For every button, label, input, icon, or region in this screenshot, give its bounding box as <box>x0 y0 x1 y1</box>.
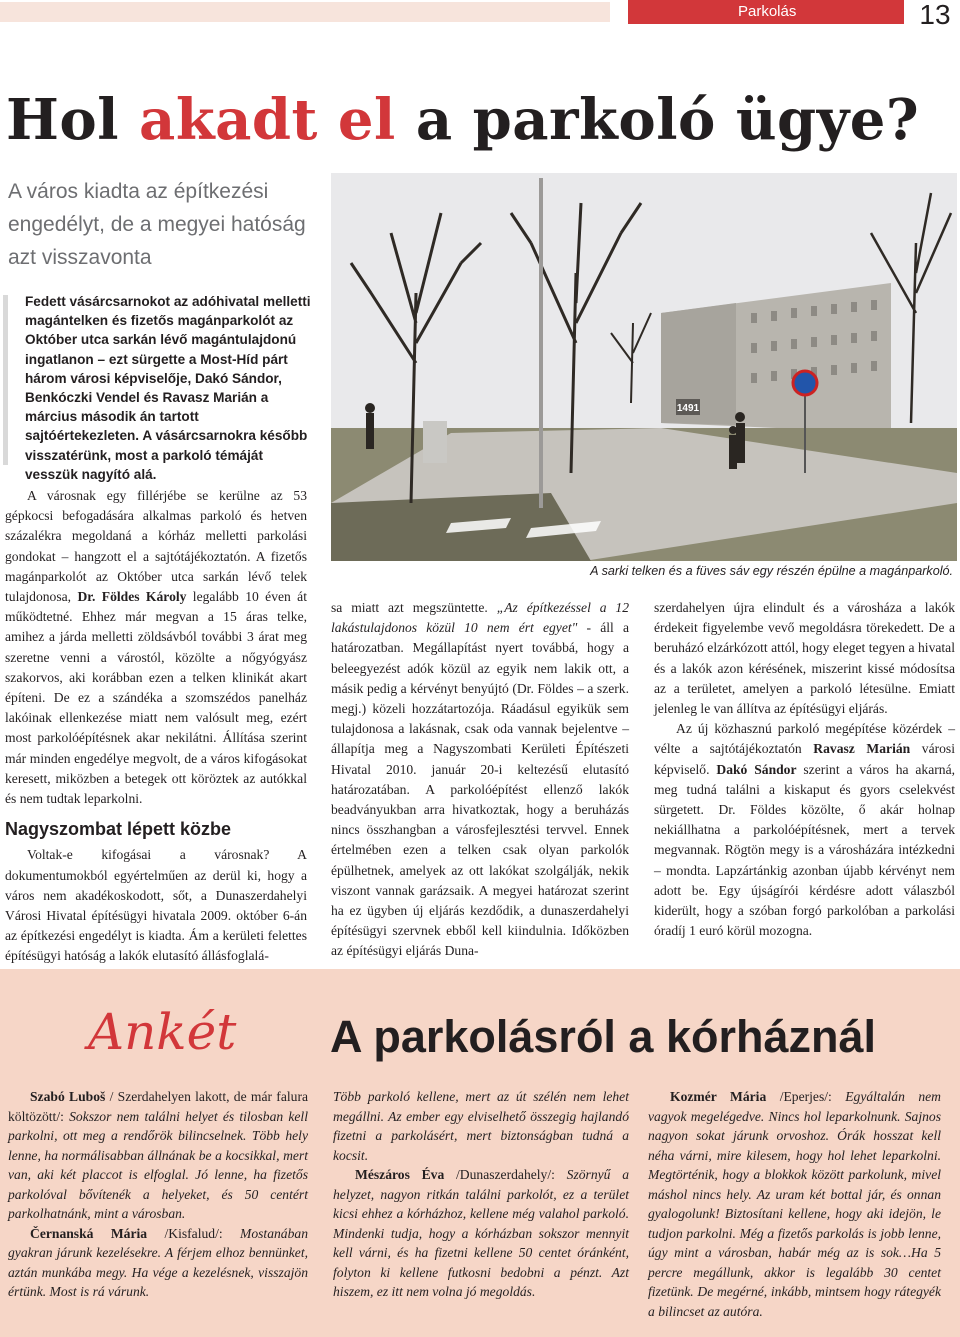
street-photo-illustration <box>331 173 957 561</box>
paragraph: szerdahelyen újra elindult és a városháza a lakók érdekeit figyelembe vevő megoldásra törekedett. De a beruházó elzárkózott attól, hogy eleget tegyen a hivatal és a lakók azon kérésének, miszerint kissé módosítsa az a területet, amelyen a parkoló létesülne. Emiatt jelenleg le van állítva az építésügyi eljárás. <box>654 600 955 717</box>
survey-response <box>8 1087 308 1224</box>
street-photo <box>331 173 957 561</box>
survey-response <box>333 1165 629 1302</box>
respondent-info: /Kisfalud/: <box>147 1225 241 1241</box>
text-run: szerint a város ha akarná, meg tudná találni a kiskaput és gyors cselekvést sürgetett. Dr. Földes közölte, ő akár holnap nekiállhatna a parkolóépítésnek, mert a tervek megvannak. Rögtön megy is a városházára intézkedni – mondta. Lapzártánkig azonban újabb kérvényt nem adott be. Egy újságírói kérdésre adott válaszból kiderült, hogy a szóban forgó parkolóban a parkolási óradíj 1 euró körül mozogna. <box>654 761 956 939</box>
header-band <box>0 2 610 22</box>
article-column-1 <box>5 486 307 967</box>
headline <box>6 84 956 156</box>
photo-caption: A sarki telken és a füves sáv egy részén épülne a magánparkoló. <box>590 564 953 578</box>
text-run: legalább 10 éven át működtetné. Ehhez már megvan a 15 áras telke, amihez a járda melletti zöldsávból további 3 árat meg szeretne venni a várostól, közölte a nőgyógyász szakorvos, aki korábban ezen a telken klinikát akart építeni. De ez a szándéka a szomszédos panelház lakóinak ellenkezése miatt nem valósult meg, ezért most parkolóépítésnek akar nekilátni. Állítása szerint már minden engedélye megvolt, de a város kifogásokat keresett, miközben a betegek ott köröztek az autókkal és nem tudtak leparkolni. <box>5 589 307 807</box>
response-text: Szörnyű a helyzet, nagyon ritkán találni parkolót, ez a terület kicsi ehhez a kórházhoz, kellene még valahol parkoló. Mindenki tudja, hogy a kórházban sokszor mennyit kell várni, és ha fizetni kellene 50 centet óránként, folyton ki kellene futkosni bedobni a pénzt. Azt hiszem, ez itt nem volna jó megoldás. <box>333 1167 629 1299</box>
respondent-name: Mészáros Éva <box>355 1167 445 1182</box>
section-tag: Parkolás <box>628 0 904 24</box>
text-run: városi képviselő. <box>654 741 956 777</box>
text-run: - áll a határozatban. Megállapítást nyert továbbá, hogy a beleegyezést adók közül az egyik nem lakik ott, a másik pedig a kérvényt benyújtó (Dr. Földes – a szerk. megj.) közeli hozzátartozója. Ráadásul egyikük sem tulajdonosa a lakásnak, csak oda vannak bejelentve – állapítja meg a Nagyszombati Kerületi Építészeti Hivatal 2010. január 20-i keltezésű elutasító határozatában. A parkolóépítést ellenző lakók beadványukban arra hivatkoztak, hogy a beruházás nincs összhangban a városfejlesztési tervvel. Ennek értelmében ezen a telken csak olyan parkolók épülhetnek, amelyek az ott lakókat szolgálják, nekik viszont vannak garázsaik. A megyei határozat szerint ha ez ügyben új eljárás kezdődik, a dunaszerdahelyi építésügyi szervnek ebből kell kiindulnia. Időközben az építésügyi eljárás Duna- <box>331 620 630 959</box>
response-text: Sokszor nem találni helyet és tilosban kell parkolni, ott meg a rendőrök bilincselnek. Több hely lenne, ha normálisabban állnának be a kocsikkal, mert van, aki két placcot is elfoglal. Jó lenne, ha fizetős parkolóval bővítenék a helyeket, és 50 centért parkolhatnánk, mint a városban. <box>8 1108 308 1221</box>
headline-part1: Hol <box>6 87 140 153</box>
survey-column-3 <box>648 1087 941 1321</box>
headline-accent: akadt el <box>139 87 396 153</box>
text-run: A városnak egy fillérjébe se kerülne az 53 gépkocsi befogadására alkalmas parkoló és hetven százalékra megoldaná a kórház melletti parkolási gondokat – hangzott el a sajtótájékoztatón. A fizetős magánparkolót az Október utca sarkán lévő telek tulajdonosa, <box>5 488 307 605</box>
response-text: Mostanában gyakran járunk kezelésekre. A férjem elhoz bennünket, aztán munkába megy. Ha vége a kezelésnek, visszajön értünk. Most is rá várunk. <box>8 1225 308 1299</box>
lead-rule <box>3 295 8 465</box>
text-run: sa miatt azt megszüntette. <box>331 600 497 615</box>
survey-response <box>8 1224 308 1302</box>
survey-column-2 <box>333 1087 629 1302</box>
person-name: Dakó Sándor <box>716 761 797 777</box>
response-text: Egyáltalán nem vagyok megelégedve. Nincs hol leparkolnunk. Sajnos nagyon sokat járunk orvoshoz. Órák hosszat kell néha várni, mire kilesem, hogy hol lehet leparkolni. Megtörténik, hogy a blokkok között parkolunk, mivel máshol nincs hely. Az uram két bottal jár, és onnan gyalogolunk! Biztosítani kellene, hogy aki idejön, le tudjon parkolni. Még a fizetős parkolás is jobb lenne, úgy mint a városban, habár még az is sok…Ha 5 percre megállunk, akkor is legalább 30 centet fizetünk. De megérné, inkább, mintsem hogy rátegyék a bilincset az autóra. <box>648 1089 942 1319</box>
respondent-info: /Eperjes/: <box>766 1089 846 1104</box>
person-name: Dr. Földes Károly <box>77 589 187 605</box>
respondent-name: Kozmér Mária <box>670 1089 767 1104</box>
respondent-info: / Szerdahelyen lakott, de már falura költözött/: <box>8 1089 309 1124</box>
respondent-name: Szabó Luboš <box>30 1089 106 1104</box>
subheadline: A város kiadta az építkezési engedélyt, de a megyei hatóság azt visszavonta <box>8 180 306 269</box>
paragraph <box>5 486 307 809</box>
survey-title: A parkolásról a kórháznál <box>330 1011 877 1062</box>
building-sign-number: 1491 <box>676 403 700 414</box>
paragraph <box>331 598 629 962</box>
lead-paragraph: Fedett vásárcsarnokot az adóhivatal melletti magántelken és fizetős magánparkolót az Október utca sarkán lévő magántulajdonú ingatlanon – ezt sürgette a Most-Híd párt három városi képviselője, Dakó Sándor, Benkóczki Vendel és Ravasz Marián a március második án tartott sajtóértekezleten. A vásárcsarnokra később visszatérünk, most a parkoló témáját vesszük nagyító alá. <box>25 294 311 482</box>
headline-part2: a parkoló ügye? <box>395 87 920 153</box>
quote: „Az építkezéssel a 12 lakástulajdonos közül 10 nem ért egyet" <box>331 600 629 636</box>
respondent-info: /Dunaszerdahely/: <box>444 1167 567 1182</box>
person-name: Ravasz Marián <box>813 741 911 757</box>
section-subheading: Nagyszombat lépett közbe <box>5 819 232 840</box>
page-number: 13 <box>919 0 951 30</box>
survey-column-1 <box>8 1087 308 1302</box>
paragraph: Voltak-e kifogásai a városnak? A dokumentumokból egyértelműen az derül ki, hogy a város nem akadékoskodott, sőt, a Dunaszerdahelyi Városi Hivatal építésügyi hivatala 2009. október 6-án az építkezési engedélyt is kiadta. Ám a kerületi felettes építésügyi hatóság a lakók elutasító állásfoglalá- <box>5 847 307 964</box>
survey-response <box>648 1087 941 1321</box>
survey-logo: Ankét <box>88 1003 237 1061</box>
respondent-name: Černanská Mária <box>30 1225 148 1241</box>
paragraph <box>654 719 955 941</box>
article-column-2 <box>331 598 629 962</box>
survey-response: Több parkoló kellene, mert az út szélén nem lehet megállni. Az ember egy elviselhető összegig hajlandó fizetni a parkolásért, mert biztonságban tudná a kocsit. <box>333 1089 629 1163</box>
text-run: Az új közhasznú parkoló megépítése közérdek – vélte a sajtótájékoztatón <box>654 721 955 757</box>
article-column-3 <box>654 598 955 941</box>
